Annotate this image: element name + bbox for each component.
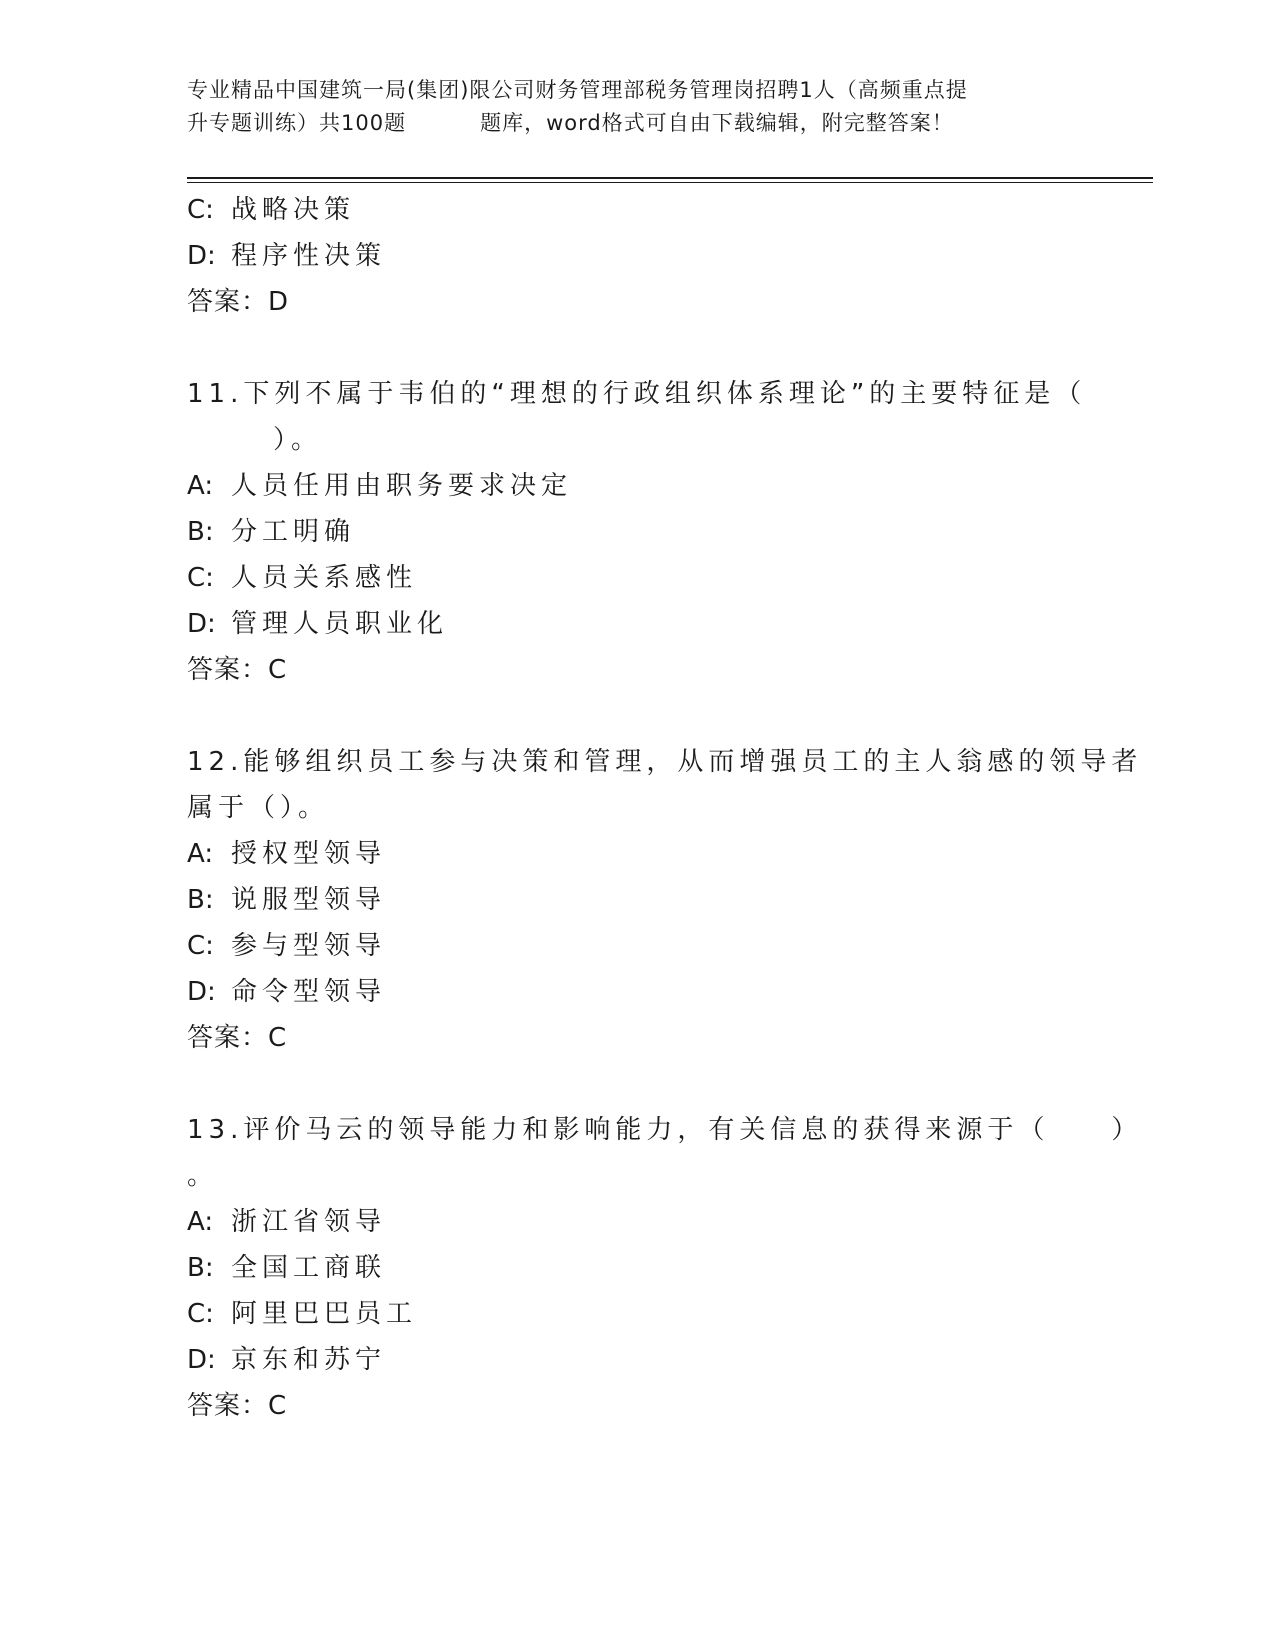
option-text: 管理人员职业化: [231, 609, 449, 639]
option-row: [187, 555, 1087, 601]
option-label: B:: [187, 517, 214, 547]
question-12: [187, 739, 1143, 1061]
option-row: [187, 187, 1087, 233]
option-text: 人员任用由职务要求决定: [231, 471, 573, 501]
option-row: [187, 831, 1087, 877]
option-row: [187, 1337, 1087, 1383]
answer-line: 答案：C: [187, 655, 288, 685]
option-text: 京东和苏宁: [231, 1345, 387, 1375]
question-stem-line-1: 11.下列不属于韦伯的“理想的行政组织体系理论”的主要特征是（: [187, 379, 1087, 409]
question-stem-line-2: [187, 417, 1087, 463]
option-text: 参与型领导: [231, 931, 387, 961]
option-label: C:: [187, 1299, 214, 1329]
option-label: C:: [187, 195, 214, 225]
option-label: B:: [187, 885, 214, 915]
question-list: [187, 187, 1143, 1429]
header-line-1: 专业精品中国建筑一局(集团)限公司财务管理部税务管理岗招聘1人（高频重点提: [187, 78, 968, 102]
question-stem-line-2-text: ）。: [273, 425, 323, 455]
header-divider-thick: [187, 177, 1153, 179]
option-text: 人员关系感性: [231, 563, 418, 593]
option-label: D:: [187, 609, 216, 639]
option-row: [187, 1199, 1087, 1245]
option-label: D:: [187, 241, 216, 271]
answer-line: 答案：C: [187, 1391, 288, 1421]
question-stem-line-1: 12.能够组织员工参与决策和管理，从而增强员工的主人翁感的领导者: [187, 747, 1143, 777]
option-text: 全国工商联: [231, 1253, 387, 1283]
option-text: 命令型领导: [231, 977, 387, 1007]
header-line-2: [187, 107, 1087, 140]
question-stem: [187, 1107, 1143, 1199]
option-row: [187, 1291, 1087, 1337]
option-label: A:: [187, 1207, 214, 1237]
option-row: [187, 923, 1087, 969]
option-row: [187, 233, 1087, 279]
option-row: [187, 463, 1087, 509]
option-text: 浙江省领导: [231, 1207, 387, 1237]
option-text: 分工明确: [231, 517, 356, 547]
option-row: [187, 969, 1087, 1015]
question-stem: [187, 739, 1143, 831]
header-divider-thin: [187, 182, 1153, 183]
question-13: [187, 1107, 1143, 1429]
option-row: [187, 877, 1087, 923]
option-label: C:: [187, 563, 214, 593]
header-line-2-left: 升专题训练）共100题: [187, 111, 407, 135]
option-label: A:: [187, 471, 214, 501]
previous-question-tail: [187, 187, 1087, 325]
answer-line: 答案：D: [187, 287, 290, 317]
question-stem-line-1: 13.评价马云的领导能力和影响能力，有关信息的获得来源于（ ）: [187, 1115, 1143, 1145]
option-label: D:: [187, 1345, 216, 1375]
option-text: 阿里巴巴员工: [231, 1299, 418, 1329]
option-text: 说服型领导: [231, 885, 387, 915]
option-text: 程序性决策: [231, 241, 387, 271]
option-label: C:: [187, 931, 214, 961]
question-stem-line-2: 属于（）。: [187, 793, 330, 823]
option-row: [187, 1245, 1087, 1291]
option-row: [187, 601, 1087, 647]
option-text: 战略决策: [231, 195, 356, 225]
option-label: B:: [187, 1253, 214, 1283]
option-label: A:: [187, 839, 214, 869]
question-stem-line-2: 。: [187, 1161, 219, 1191]
answer-line: 答案：C: [187, 1023, 288, 1053]
option-label: D:: [187, 977, 216, 1007]
page-header: [187, 74, 1087, 140]
header-line-2-right: 题库，word格式可自由下载编辑，附完整答案！: [480, 111, 954, 135]
question-11: [187, 371, 1087, 693]
option-text: 授权型领导: [231, 839, 387, 869]
option-row: [187, 509, 1087, 555]
question-stem: [187, 371, 1087, 463]
